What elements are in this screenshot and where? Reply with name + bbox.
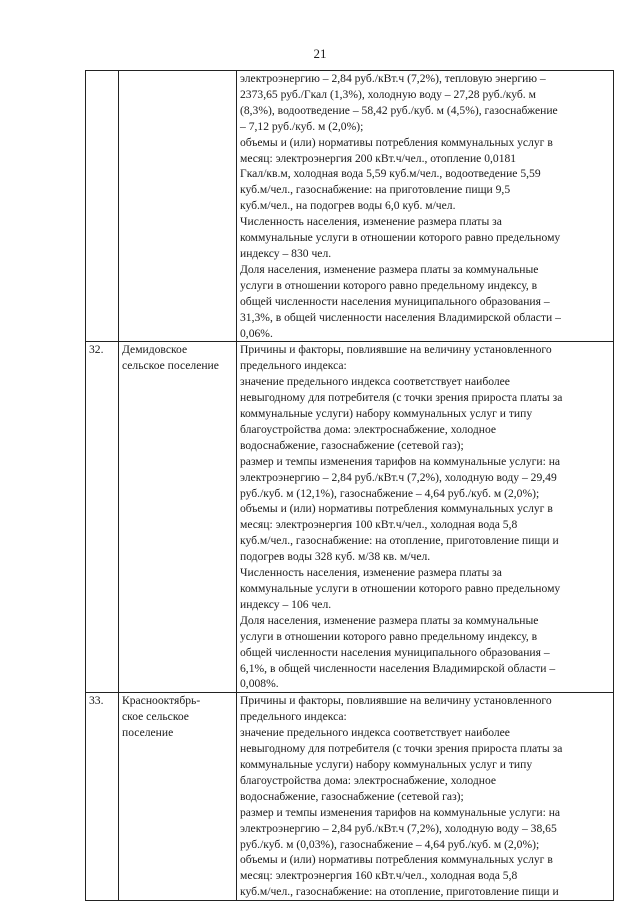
row-number: 33. [89,694,104,708]
description-line: руб./куб. м (12,1%), газоснабжение – 4,64 руб./куб. м (2,0%); [240,486,540,500]
description-line: электроэнергию – 2,84 руб./кВт.ч (7,2%), холодную воду – 29,49 [240,470,557,484]
description-line: предельного индекса: [240,710,347,724]
description-cell [237,693,614,901]
settlement-name-cell [119,342,237,693]
description-line: размер и темпы изменения тарифов на коммунальные услуги: на [240,454,561,468]
description-line: руб./куб. м (0,03%), газоснабжение – 4,64 руб./куб. м (2,0%); [240,837,540,851]
settlement-name-line: поселение [122,726,174,740]
settlement-name-line: сельское поселение [122,359,219,373]
description-line: куб.м/чел., газоснабжение: на отопление, приготовление пищи и [240,885,559,899]
row-number-cell [86,342,119,693]
description-line: благоустройства дома: электроснабжение, холодное [240,422,497,436]
settlement-name-line: Демидовское [122,343,188,357]
description-line: индексу – 106 чел. [240,597,332,611]
municipal-index-table [85,70,614,901]
row-number-cell [86,71,119,342]
description-line: объемы и (или) нормативы потребления коммунальных услуг в [240,853,553,867]
description-line: невыгодному для потребителя (с точки зрения прироста платы за [240,742,563,756]
row-number: 32. [89,343,104,357]
description-line: водоснабжение, газоснабжение (сетевой газ); [240,438,464,452]
description-line: куб.м/чел., газоснабжение: на отопление, приготовление пищи и [240,534,559,548]
description-line: общей численности населения муниципального образования – [240,294,550,308]
settlement-name-cell [119,693,237,901]
settlement-name-line: Краснооктябрь- [122,694,201,708]
table-row [86,342,614,693]
description-line: Численность населения, изменение размера платы за [240,215,502,229]
description-line: – 7,12 руб./куб. м (2,0%); [240,119,364,133]
description-cell [237,342,614,693]
description-line: значение предельного индекса соответствует наиболее [240,726,510,740]
description-line: (8,3%), водоотведение – 58,42 руб./куб. м (4,5%), газоснабжение [240,103,558,117]
description-line: Доля населения, изменение размера платы за коммунальные [240,262,539,276]
description-line: электроэнергию – 2,84 руб./кВт.ч (7,2%), тепловую энергию – [240,72,546,85]
description-line: услуги в отношении которого равно предельному индексу, в [240,278,538,292]
description-line: 31,3%, в общей численности населения Владимирской области – [240,310,561,324]
description-line: электроэнергию – 2,84 руб./кВт.ч (7,2%), холодную воду – 38,65 [240,821,557,835]
settlement-name-line: ское сельское [122,710,189,724]
description-line: 6,1%, в общей численности населения Владимирской области – [240,661,556,675]
description-line: размер и темпы изменения тарифов на коммунальные услуги: на [240,805,561,819]
description-line: подогрев воды 328 куб. м/38 кв. м/чел. [240,550,431,564]
description-line: благоустройства дома: электроснабжение, холодное [240,773,497,787]
description-line: месяц: электроэнергия 200 кВт.ч/чел., отопление 0,0181 [240,151,517,165]
description-line: коммунальные услуги в отношении которого равно предельному [240,582,561,595]
description-line: объемы и (или) нормативы потребления коммунальных услуг в [240,135,553,149]
description-line: общей численности населения муниципального образования – [240,645,550,659]
description-line: услуги в отношении которого равно предельному индексу, в [240,629,538,643]
description-line: куб.м/чел., газоснабжение: на приготовление пищи 9,5 [240,183,511,197]
description-line: водоснабжение, газоснабжение (сетевой газ); [240,789,464,803]
description-line: предельного индекса: [240,359,347,373]
description-line: значение предельного индекса соответствует наиболее [240,375,510,389]
description-cell [237,71,614,342]
page-number: 21 [313,46,327,61]
description-line: индексу – 830 чел. [240,246,332,260]
description-line: Причины и факторы, повлиявшие на величину установленного [240,694,552,708]
description-line: объемы и (или) нормативы потребления коммунальных услуг в [240,502,553,516]
description-line: коммунальные услуги в отношении которого равно предельному [240,231,561,245]
description-line: Гкал/кв.м, холодная вода 5,59 куб.м/чел., водоотведение 5,59 [240,167,541,181]
description-line: коммунальные услуги) набору коммунальных услуг и типу [240,757,533,771]
table-row [86,71,614,342]
description-line: Численность населения, изменение размера платы за [240,566,502,580]
row-number-cell [86,693,119,901]
description-line: Причины и факторы, повлиявшие на величину установленного [240,343,552,357]
settlement-name-cell [119,71,237,342]
description-line: Доля населения, изменение размера платы за коммунальные [240,613,539,627]
description-line: коммунальные услуги) набору коммунальных услуг и типу [240,407,533,421]
description-line: месяц: электроэнергия 160 кВт.ч/чел., холодная вода 5,8 [240,869,518,883]
description-line: 2373,65 руб./Гкал (1,3%), холодную воду – 27,28 руб./куб. м [240,87,536,101]
description-line: куб.м/чел., на подогрев воды 6,0 куб. м/чел. [240,199,456,213]
description-line: невыгодному для потребителя (с точки зрения прироста платы за [240,391,563,405]
description-line: 0,008%. [240,677,279,691]
table-row [86,693,614,901]
description-line: месяц: электроэнергия 100 кВт.ч/чел., холодная вода 5,8 [240,518,518,532]
description-line: 0,06%. [240,326,273,340]
